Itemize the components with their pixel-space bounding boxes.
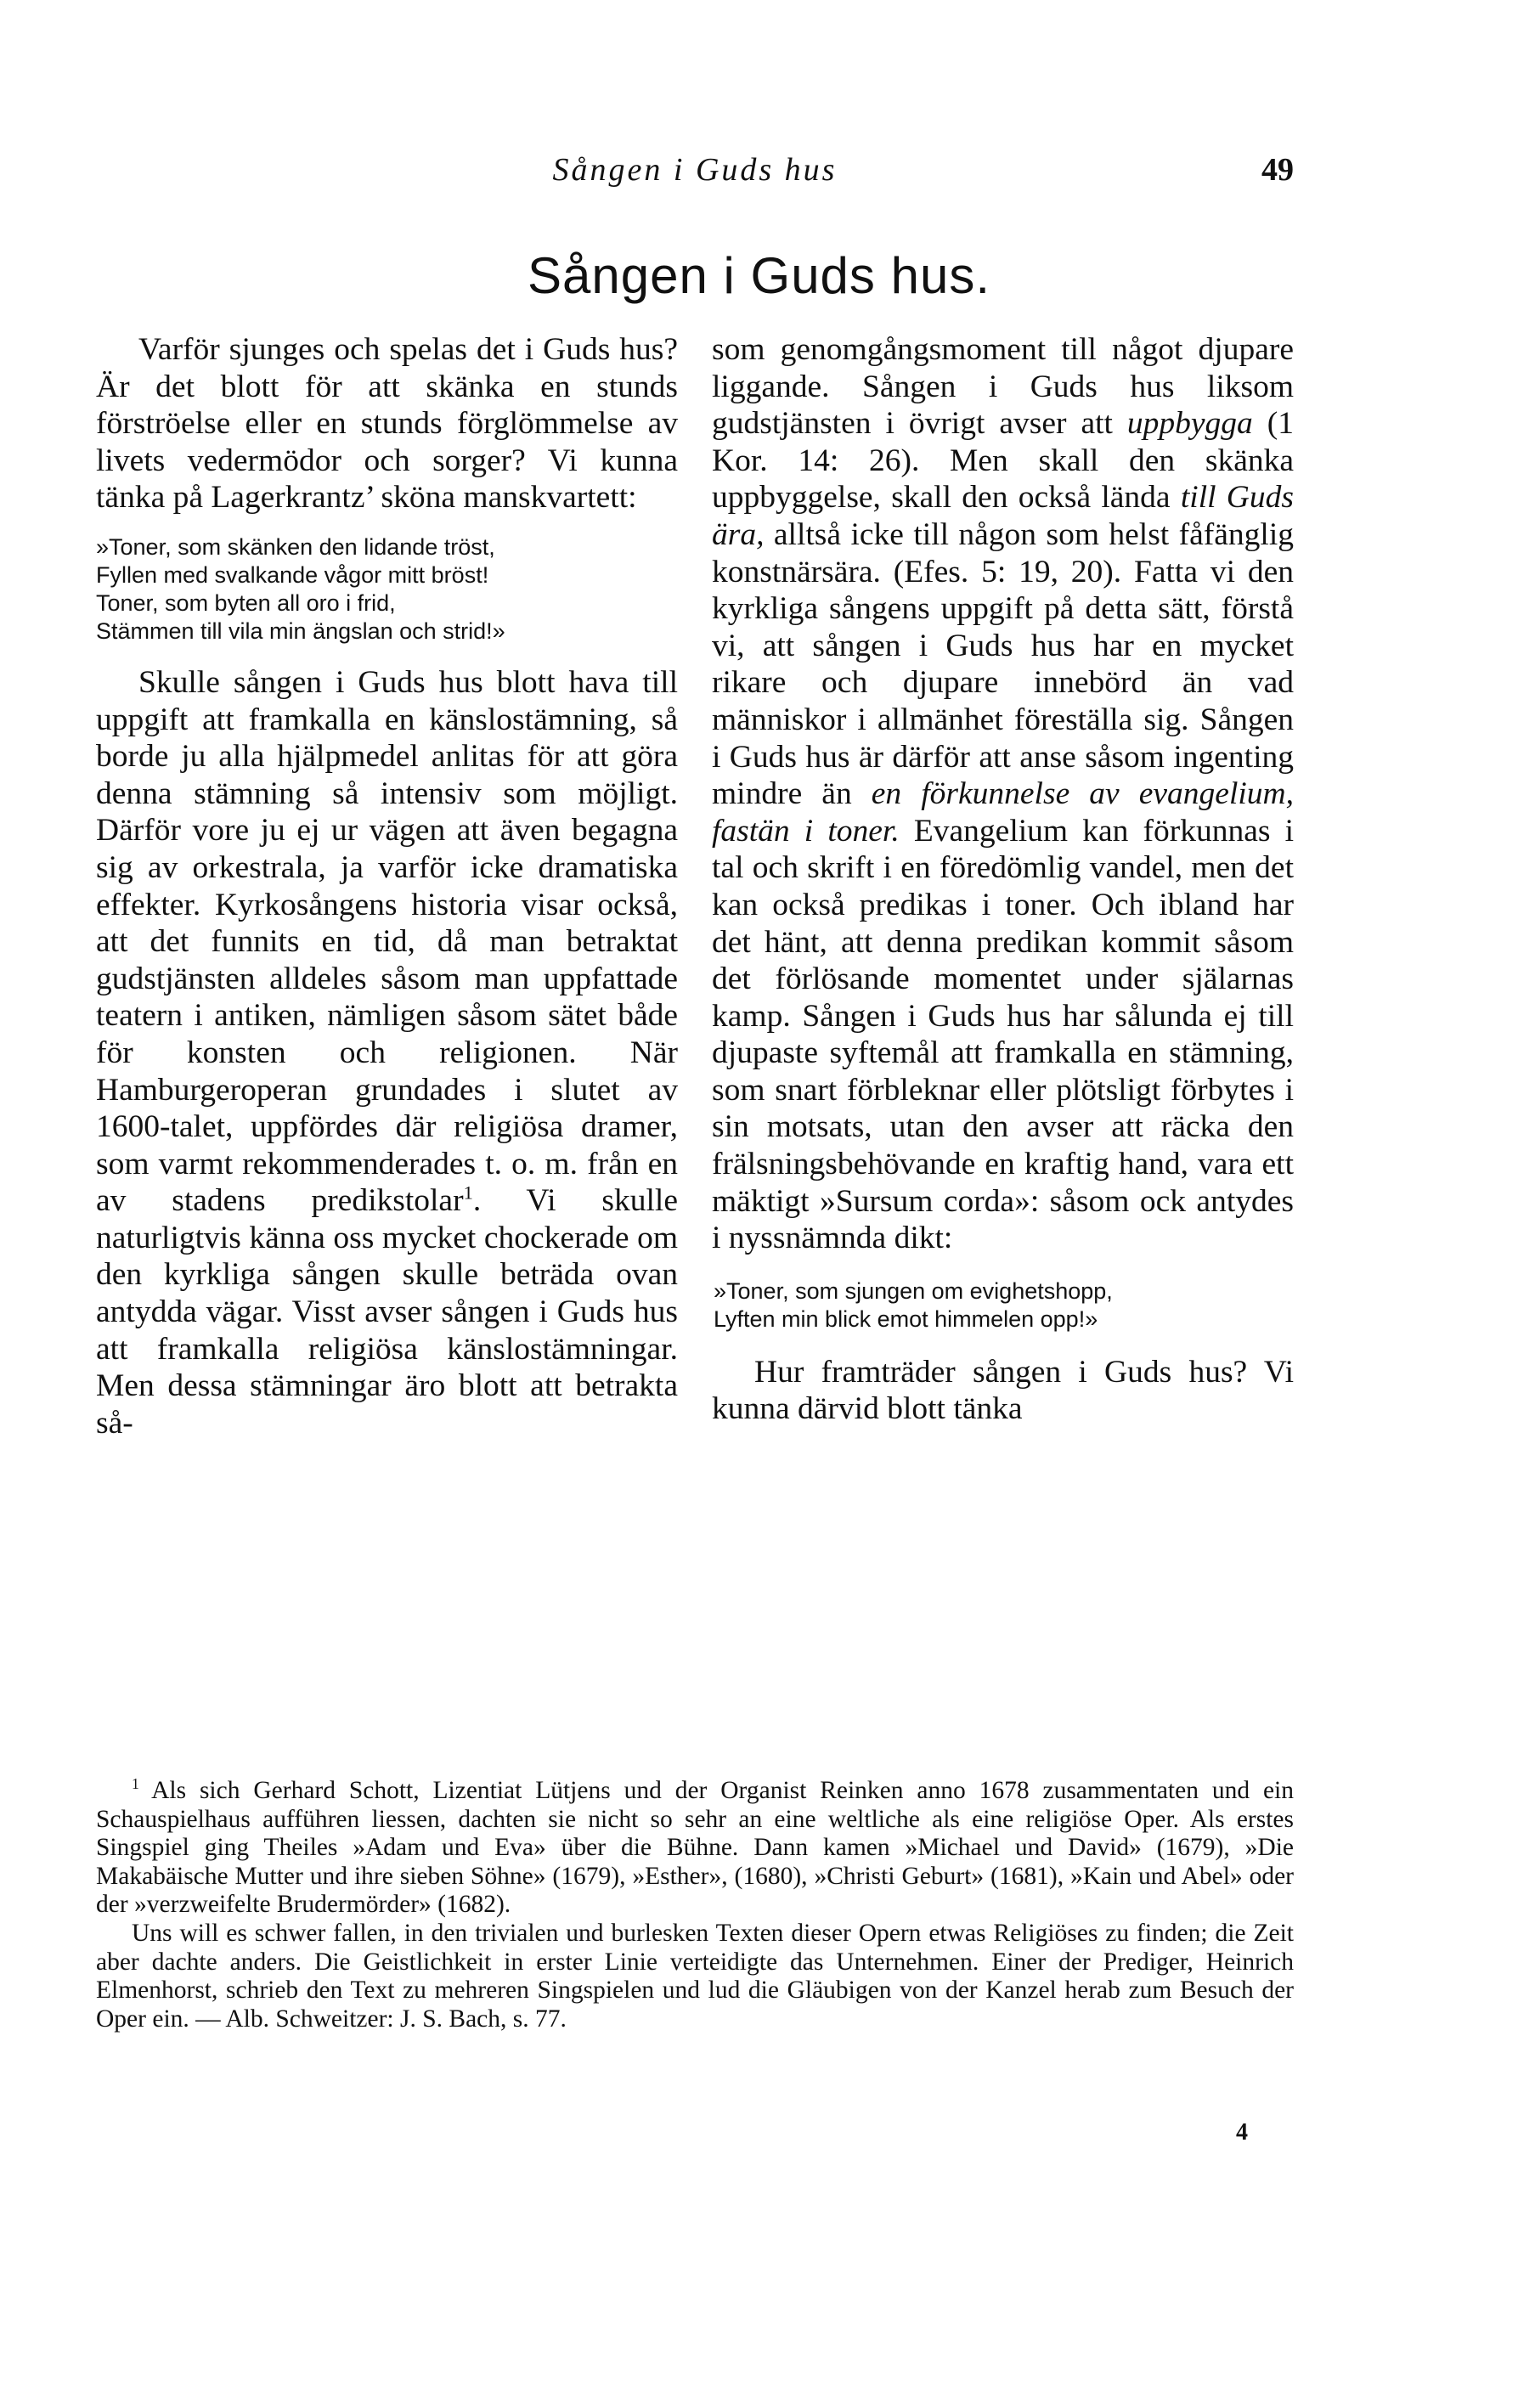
running-title: Sången i Guds hus [552,152,838,188]
poem-line: Lyften min blick emot himmelen opp!» [714,1306,1098,1332]
article-title: Sången i Guds hus. [527,247,991,304]
paragraph-text: som genomgångsmoment till något djupare liggande. Sången i Guds hus liksom gudstjänsten i övrigt avser att [712,332,1294,442]
left-column [96,331,678,1441]
poem-line: Fyllen med svalkande vågor mitt bröst! [96,561,489,588]
page-number: 49 [1261,152,1294,188]
running-header [96,151,1294,202]
footnote-reference: 1 [463,1181,473,1204]
body-paragraph [712,331,1294,1257]
poem-line: »Toner, som skänken den lidande tröst, [96,533,495,560]
signature-mark: 4 [1236,2119,1248,2146]
poem-line: Toner, som byten all oro i frid, [96,589,396,616]
footnote: Uns will es schwer fallen, in den trivialen und burlesken Texten dieser Opern etwas Religiöses zu finden; die Zeit aber dachte anders. Die Geistlichkeit in erster Linie verteidigte das Unternehmen. Einer der Prediger, Heinrich Elmenhorst, schrieb den Text zu mehreren Singspielen und lud die Gläubigen von der Kanzel herab zum Besuch der Oper ein. — Alb. Schweitzer: J. S. Bach, s. 77. [96,1919,1294,2033]
poem-line: Stämmen till vila min ängslan och strid!» [96,618,505,644]
emphasis-text: uppbygga [1126,406,1253,442]
paragraph-text: Evangelium kan förkunnas i tal och skrift i en föredömlig vandel, men det kan också predikas i toner. Och ibland har det hänt, att denna predikan kommit såsom det förlösande momentet under själarnas kamp. Sången i Guds hus har sålunda ej till djupaste syftemål att framkalla en stämning, som snart förbleknar eller plötsligt förbytes i sin motsats, utan den avser att räcka den frälsningsbehövande en kraftig hand, vara ett mäktigt »Sursum corda»: såsom ock antydes i nyssnämnda dikt: [712,813,1294,1256]
intro-paragraph: Varför sjunges och spelas det i Guds hus? Är det blott för att skänka en stunds förströelse eller en stunds förglömmelse av livets vedermödor och sorger? Vi kunna tänka på Lagerkrantz’ sköna manskvartett: [96,332,678,516]
poem-quote-left [96,533,678,646]
paragraph-text: Skulle sången i Guds hus blott hava till uppgift att framkalla en känslostämning, så borde ju alla hjälpmedel anlitas för att göra denna stämning så intensiv som möjligt. Därför vore ju ej ur vägen att även begagna sig av orkestrala, ja varför icke dramatiska effekter. Kyrkosångens historia visar också, att det funnits en tid, då man betraktat gudstjänsten alldeles såsom man uppfattade teatern i antiken, nämligen såsom sätet både för konsten och religionen. När Hamburgeroperan grundades i slutet av 1600-talet, uppfördes där religiösa dramer, som varmt rekommenderades t. o. m. från en av stadens predikstolar [96,664,678,1219]
footnote-text: Als sich Gerhard Schott, Lizentiat Lütjens und der Organist Reinken anno 1678 zusammentaten und ein Schauspielhaus aufführen liessen, dachten sie nicht so sehr an eine weltliche als eine religiöse Oper. Als erstes Singspiel ging Theiles »Adam und Eva» über die Bühne. Dann kamen »Michael und David» (1679), »Die Makabäische Mutter und ihre sieben Söhne» (1679), »Esther», (1680), »Christi Geburt» (1681), »Kain und Abel» oder der »verzweifelte Brudermörder» (1682). [96,1777,1294,1919]
right-column [712,331,1294,1428]
footnote [96,1777,1294,1920]
paragraph-text: (1 Kor. 14: 26). Men skall den skänka uppbyggelse, skall den också lända [712,406,1294,516]
footnotes [96,1777,1294,2033]
paragraph-text: . Vi skulle naturligtvis känna oss mycket chockerade om den kyrkliga sången skulle beträda ovan antydda vägar. Visst avser sången i Guds hus att framkalla religiösa känslostämningar. Men dessa stämningar äro blott att betrakta så- [96,1183,678,1441]
poem-quote-right [712,1277,1294,1334]
emphasis-text: till Guds ära, [712,480,1294,552]
footnote-marker: 1 [132,1775,139,1793]
poem-line: »Toner, som sjungen om evighetshopp, [714,1277,1113,1304]
paragraph-text: alltså icke till någon som helst fåfänglig konstnärsära. (Efes. 5: 19, 20). Fatta vi den kyrkliga sångens uppgift på detta sätt, förstå vi, att sången i Guds hus har en mycket rikare och djupare innebörd än vad människor i allmänhet föreställa sig. Sången i Guds hus är därför att anse såsom ingenting mindre än [712,516,1294,812]
emphasis-text: en förkunnelse av evangelium, fastän i toner. [712,776,1294,849]
body-paragraph: Hur framträder sången i Guds hus? Vi kunna därvid blott tänka [712,1354,1294,1427]
body-paragraph [96,664,678,1441]
